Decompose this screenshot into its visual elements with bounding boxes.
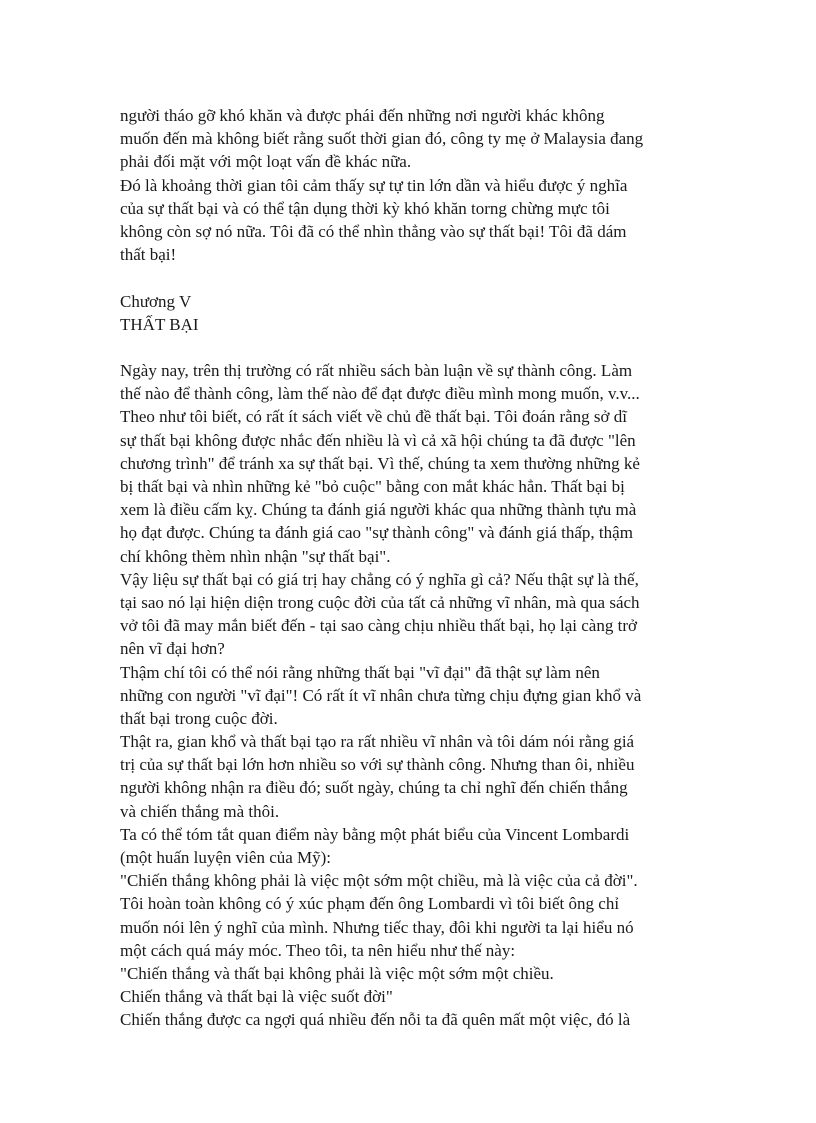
blank-line [120, 336, 700, 359]
text-line: tại sao nó lại hiện diện trong cuộc đời của tất cả những vĩ nhân, mà qua sách [120, 592, 640, 612]
text-line: xem là điều cấm kỵ. Chúng ta đánh giá người khác qua những thành tựu mà [120, 500, 637, 520]
text-line: sự thất bại không được nhắc đến nhiều là vì cả xã hội chúng ta đã được "lên [120, 430, 636, 450]
text-line: nên vĩ đại hơn? [120, 639, 225, 659]
text-line: "Chiến thắng không phải là việc một sớm một chiều, mà là việc của cả đời". [120, 871, 638, 891]
text-line: Vậy liệu sự thất bại có giá trị hay chẳng có ý nghĩa gì cả? Nếu thật sự là thế, [120, 569, 639, 589]
text-line: và chiến thắng mà thôi. [120, 801, 280, 821]
chapter-title: THẤT BẠI [120, 314, 199, 334]
text-line: Thật ra, gian khổ và thất bại tạo ra rất nhiều vĩ nhân và tôi dám nói rằng giá [120, 732, 635, 752]
text-line: muốn đến mà không biết rằng suốt thời gian đó, công ty mẹ ở Malaysia đang [120, 129, 644, 149]
text-line: vở tôi đã may mắn biết đến - tại sao càng chịu nhiều thất bại, họ lại càng trở [120, 616, 637, 636]
text-line: (một huấn luyện viên của Mỹ): [120, 848, 332, 867]
text-line: Chiến thắng và thất bại là việc suốt đời" [120, 987, 393, 1007]
text-line: Đó là khoảng thời gian tôi cảm thấy sự tự tin lớn dần và hiểu được ý nghĩa [120, 175, 628, 195]
text-line: thất bại trong cuộc đời. [120, 708, 278, 728]
text-line: họ đạt được. Chúng ta đánh giá cao "sự thành công" và đánh giá thấp, thậm [120, 523, 633, 543]
text-line: không còn sợ nó nữa. Tôi đã có thể nhìn thẳng vào sự thất bại! Tôi đã dám [120, 221, 627, 241]
text-line: Tôi hoàn toàn không có ý xúc phạm đến ông Lombardi vì tôi biết ông chỉ [120, 894, 620, 914]
chapter-number: Chương V [120, 291, 192, 311]
document-body [120, 104, 700, 1032]
text-line: Ngày nay, trên thị trường có rất nhiều sách bàn luận về sự thành công. Làm [120, 361, 633, 381]
text-line: Theo như tôi biết, có rất ít sách viết về chủ đề thất bại. Tôi đoán rằng sở dĩ [120, 407, 627, 427]
chapter-heading [120, 290, 700, 336]
text-line: "Chiến thắng và thất bại không phải là việc một sớm một chiều. [120, 963, 554, 983]
text-line: người tháo gỡ khó khăn và được phái đến những nơi người khác không [120, 106, 605, 125]
text-line: trị của sự thất bại lớn hơn nhiều so với sự thành công. Nhưng than ôi, nhiều [120, 755, 635, 775]
text-line: thất bại! [120, 245, 177, 265]
text-line: Thậm chí tôi có thể nói rằng những thất bại "vĩ đại" đã thật sự làm nên [120, 662, 600, 682]
text-line: Ta có thể tóm tắt quan điểm này bằng một phát biểu của Vincent Lombardi [120, 824, 630, 844]
text-line: chương trình" để tránh xa sự thất bại. Vì thế, chúng ta xem thường những kẻ [120, 453, 640, 473]
text-line: người không nhận ra điều đó; suốt ngày, chúng ta chỉ nghĩ đến chiến thắng [120, 778, 628, 798]
text-line: phải đối mặt với một loạt vấn đề khác nữa. [120, 152, 412, 172]
text-line: chí không thèm nhìn nhận "sự thất bại". [120, 546, 391, 566]
paragraph-block-1 [120, 104, 700, 266]
text-line: những con người "vĩ đại"! Có rất ít vĩ nhân chưa từng chịu đựng gian khổ và [120, 685, 642, 705]
text-line: muốn nói lên ý nghĩ của mình. Nhưng tiếc thay, đôi khi người ta lại hiểu nó [120, 917, 634, 937]
text-line: của sự thất bại và có thể tận dụng thời kỳ khó khăn torng chừng mực tôi [120, 198, 610, 218]
text-line: một cách quá máy móc. Theo tôi, ta nên hiểu như thế này: [120, 940, 516, 960]
paragraph-block-2 [120, 359, 700, 1031]
blank-line [120, 266, 700, 289]
text-line: Chiến thắng được ca ngợi quá nhiều đến nỗi ta đã quên mất một việc, đó là [120, 1010, 631, 1030]
text-line: bị thất bại và nhìn những kẻ "bỏ cuộc" bằng con mắt khác hẳn. Thất bại bị [120, 477, 625, 496]
text-line: thế nào để thành công, làm thế nào để đạt được điều mình mong muốn, v.v... [120, 384, 640, 404]
